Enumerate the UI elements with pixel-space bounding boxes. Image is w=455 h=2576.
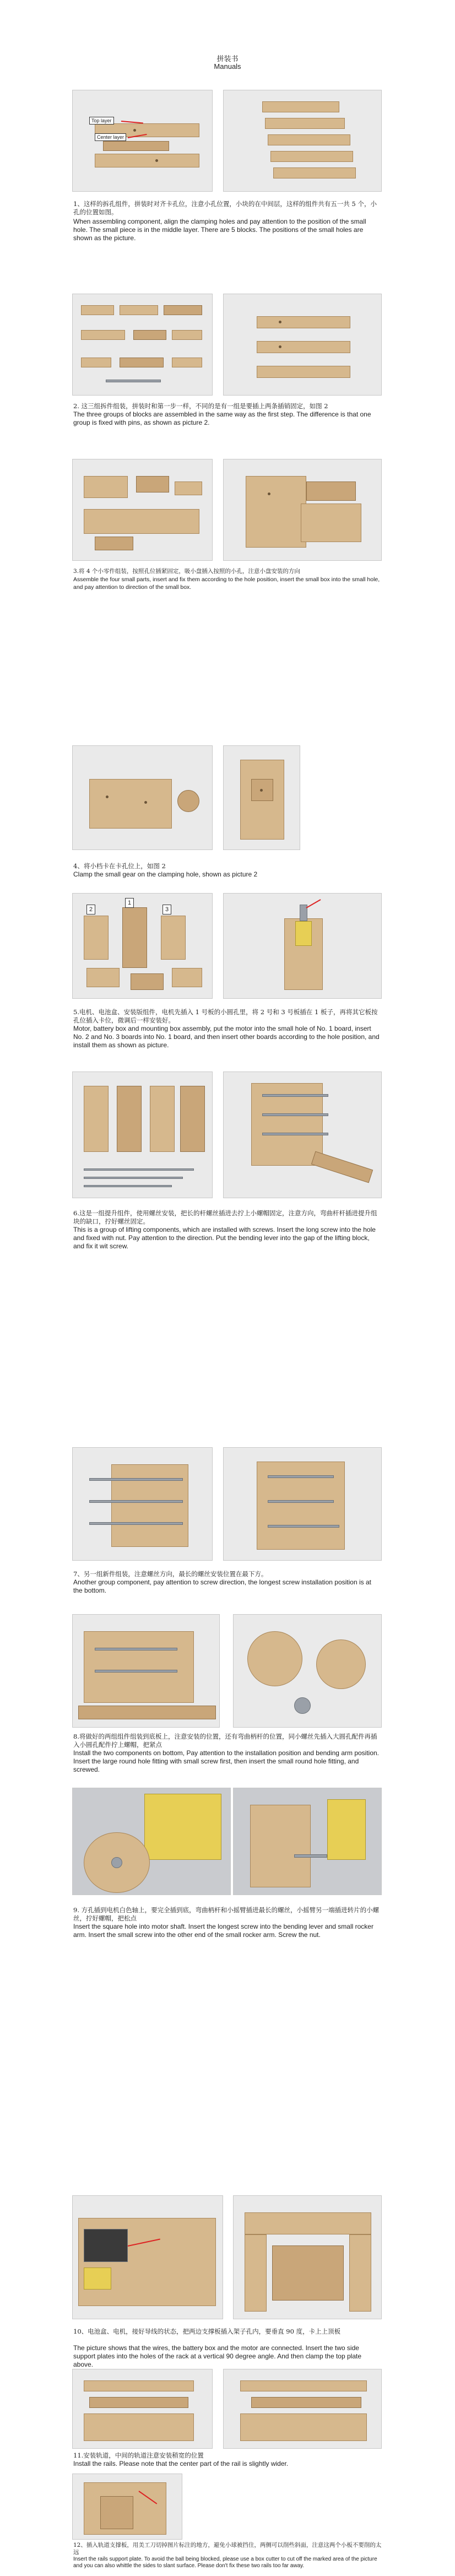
step6-text-en: This is a group of lifting components, which are installed with screws. Insert the long screw into the hole and fixed with nut. Pay attention to the direction. Put the bending lever into the gap of the lifting block, and fix it wit screw. <box>73 1226 378 1250</box>
step1-photo-left <box>72 90 213 192</box>
step5-board-number-2: 2 <box>86 905 95 914</box>
step1-label-top-layer: Top layer <box>89 117 114 125</box>
step11-photo-left <box>72 2369 213 2449</box>
step1-text-cn: 1、这样的拆孔组件，拼装时对齐卡孔位，注意小孔位置，小块的在中间层，这样的组件共有五一共 5 个，小孔的位置如图。 <box>73 200 377 216</box>
step12-photo <box>72 2474 182 2540</box>
step7-photo-left <box>72 1447 213 1561</box>
page-title-cn: 拼装书 <box>216 55 239 63</box>
step4-photo-left <box>72 745 213 850</box>
step5-board-number-3: 3 <box>162 905 171 914</box>
step11-photo-right <box>223 2369 382 2449</box>
step10-photo-left <box>72 2195 223 2319</box>
step8-photo-left <box>72 1614 220 1728</box>
step7-text-cn: 7、另一组新件组装，注意螺丝方向，最长的螺丝安装位置在最下方。 <box>73 1570 268 1578</box>
step9-photo-right <box>233 1788 382 1895</box>
step2-photo-left <box>72 294 213 396</box>
step7-photo-right <box>223 1447 382 1561</box>
step10-text-cn: 10、电池盒、电机，接好导线的状态，把两边支撑板插入架子孔内，要垂直 90 度，卡上上顶板 <box>73 2328 341 2335</box>
step9-photo-left <box>72 1788 231 1895</box>
step8-text-cn: 8.将做好的两组组件组装到底板上，注意安装的位置，还有弯曲柄杆的位置，同小螺丝先插入大圆孔配件再插入小圆孔配件拧上螺帽，把紧点 <box>73 1733 377 1749</box>
step5-board-number-1: 1 <box>125 898 134 908</box>
step12-text-en: Insert the rails support plate. To avoid the ball being blocked, please use a box cutter to cut off the marked area of the picture and you can also whittle the sides to slant surface. Please don't fix these two rails too far away. <box>73 2556 379 2569</box>
step4-photo-right <box>223 745 300 850</box>
step5-text-en: Motor, battery box and mounting box assembly, put the motor into the small hole of No. 1 board, insert No. 2 and No. 3 boards into No. 1 board, and then insert other boards according to the hole position, and install them as shown as picture. <box>73 1025 382 1049</box>
step8-photo-right <box>233 1614 382 1728</box>
step9-text-en: Insert the square hole into motor shaft. Insert the longest screw into the bending lever and small rocker arm. Insert the small screw into the other end of the small rocker arm. Screw the nut. <box>73 1923 376 1939</box>
step10-text-en: The picture shows that the wires, the battery box and the motor are connected. Insert the two side support plates into the holes of the rack at a vertical 90 degree angle. And then clamp the top plate above. <box>73 2344 364 2368</box>
step2-text-en: The three groups of blocks are assembled in the same way as the first step. The difference is that one group is fixed with pins, as shown as picture 2. <box>73 410 373 426</box>
step5-photo-right <box>223 893 382 999</box>
page-title-en: Manuals <box>214 62 241 71</box>
step10-photo-right <box>233 2195 382 2319</box>
step1-text-en: When assembling component, align the clamping holes and pay attention to the position of the small hole. The small piece is in the middle layer. There are 5 blocks. The positions of the small holes are shown as the picture. <box>73 218 368 242</box>
step12-text-cn: 12、插入轨道支撑板，用美工刀切掉图片标注的地方，避免小球被挡住，两侧可以削些斜面，注意这两个小板不要削的太远 <box>73 2542 382 2556</box>
step4-text-cn: 4、将小档卡在卡孔位上，如图 2 <box>73 862 166 870</box>
step5-text-cn: 5.电机、电池盒、安装版组件，电机先插入 1 号板的小圆孔里，将 2 号和 3 号板插在 1 板子，再将其它板按孔位插入卡位，微调后一样安装好。 <box>73 1008 378 1024</box>
step3-photo-right <box>223 459 382 561</box>
step2-photo-right <box>223 294 382 396</box>
step11-text-en: Install the rails. Please note that the center part of the rail is slightly wider. <box>73 2460 289 2467</box>
step1-label-center-layer: Center layer <box>95 133 126 141</box>
step5-photo-left <box>72 893 213 999</box>
step8-text-en: Install the two components on bottom, Pay attention to the installation position and bending arm position. Insert the large round hole fitting with small screw first, then insert the small round hole fitting, and screwed. <box>73 1749 381 1773</box>
step4-text-en: Clamp the small gear on the clamping hole, shown as picture 2 <box>73 870 258 878</box>
step11-text-cn: 11.安装轨道，中间的轨道注意安装稍宽的位置 <box>73 2451 204 2459</box>
step6-text-cn: 6.这是一组提升组件，使用螺丝安装，把长的杆螺丝插进去拧上小螺帽固定，注意方向，弯曲杆杆插进提升组块的缺口，拧好螺丝固定。 <box>73 1209 377 1225</box>
step2-text-cn: 2. 这三组拆件组装，拼装时和第一步一样，不同的是有一组是要插上两条插销固定，如图 2 <box>73 402 328 410</box>
step6-photo-left <box>72 1071 213 1198</box>
step3-text-en: Assemble the four small parts, insert and fix them according to the hole position, insert the small box into the small hole, and pay attention to direction of the small box. <box>73 576 382 591</box>
step3-text-cn: 3.将 4 个小零件组装，按照孔位插紧固定，吸小盘插入按照的小孔，注意小盘安装的方向 <box>73 568 300 575</box>
step7-text-en: Another group component, pay attention to screw direction, the longest screw installation position is at the bottom. <box>73 1578 373 1594</box>
step9-text-cn: 9. 方孔插到电机白色轴上，要完全插到底，弯曲柄杆和小摇臂插进最长的螺丝，小摇臂另一端插进转片的小螺丝，拧好螺帽，把松点 <box>73 1906 380 1922</box>
step6-photo-right <box>223 1071 382 1198</box>
step1-photo-right <box>223 90 382 192</box>
step3-photo-left <box>72 459 213 561</box>
